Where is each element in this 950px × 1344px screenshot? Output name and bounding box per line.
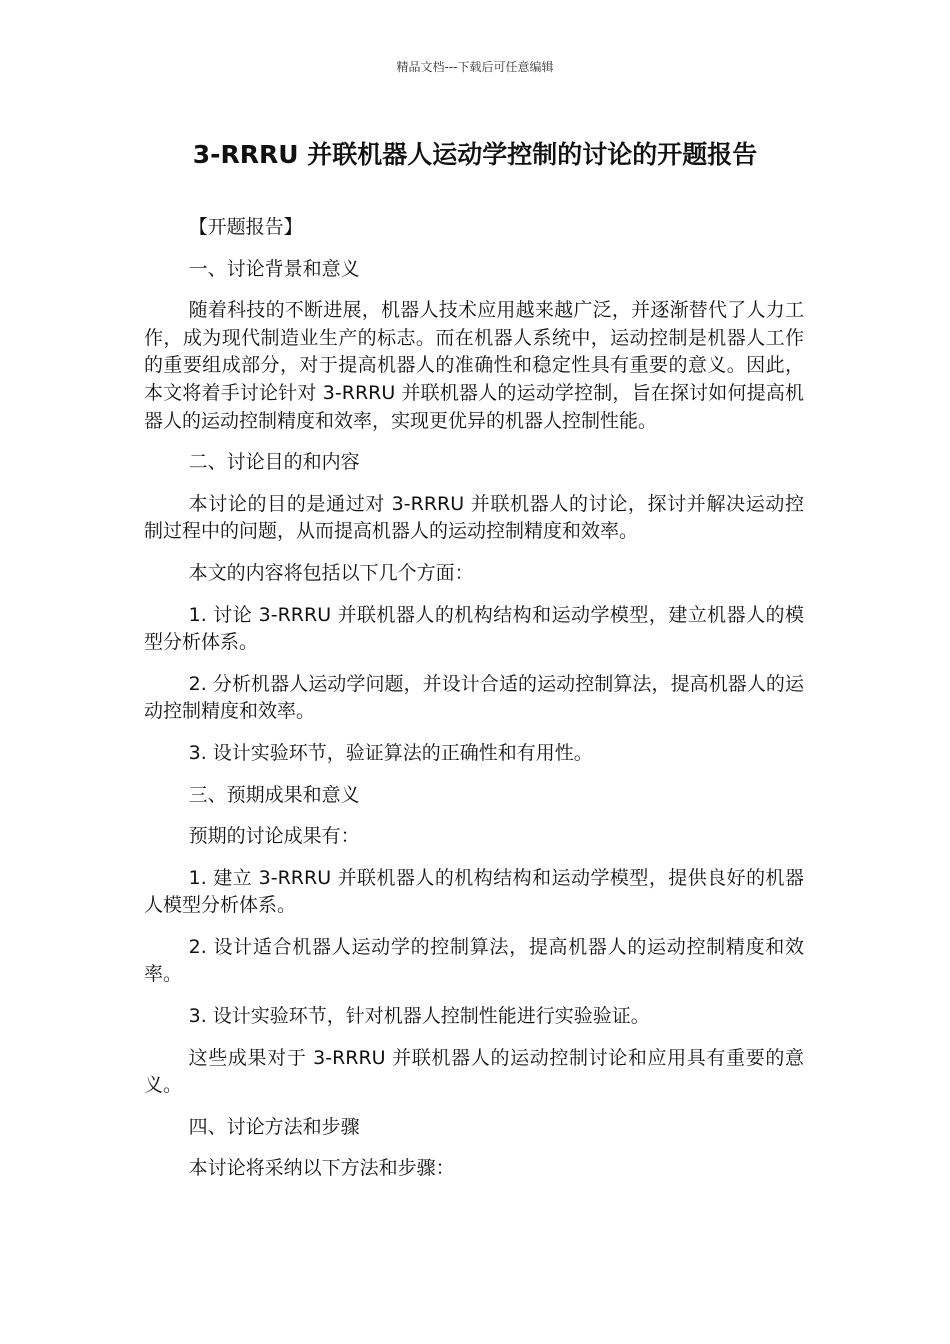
document-title: 3-RRRU 并联机器人运动学控制的讨论的开题报告 <box>192 140 758 169</box>
header-note: 精品文档---下载后可任意编辑 <box>396 60 554 74</box>
list-item-outcome-2: 2. 设计适合机器人运动学的控制算法，提高机器人的运动控制精度和效率。 <box>144 935 804 986</box>
section-heading-methods: 四、讨论方法和步骤 <box>188 1115 360 1138</box>
list-item-content-3: 3. 设计实验环节，验证算法的正确性和有用性。 <box>188 741 593 764</box>
document-body <box>144 214 804 1197</box>
section-heading-outcomes: 三、预期成果和意义 <box>188 783 360 806</box>
paragraph-background: 随着科技的不断进展，机器人技术应用越来越广泛，并逐渐替代了人力工作，成为现代制造业生产的标志。而在机器人系统中，运动控制是机器人工作的重要组成部分，对于提高机器人的准确性和稳定性具有重要的意义。因此，本文将着手讨论针对 3-RRRU 并联机器人的运动学控制，旨在探讨如何提高机器人的运动控制精度和效率，实现更优异的机器人控制性能。 <box>144 299 804 432</box>
paragraph-outcomes-intro: 预期的讨论成果有： <box>188 825 360 848</box>
section-label-report: 【开题报告】 <box>188 216 303 238</box>
section-heading-purpose: 二、讨论目的和内容 <box>188 451 360 474</box>
list-item-outcome-1: 1. 建立 3-RRRU 并联机器人的机构结构和运动学模型，提供良好的机器人模型分析体系。 <box>144 866 804 917</box>
list-item-content-1: 1. 讨论 3-RRRU 并联机器人的机构结构和运动学模型，建立机器人的模型分析体系。 <box>144 603 804 654</box>
section-heading-background: 一、讨论背景和意义 <box>188 257 360 280</box>
paragraph-purpose: 本讨论的目的是通过对 3-RRRU 并联机器人的讨论，探讨并解决运动控制过程中的问题，从而提高机器人的运动控制精度和效率。 <box>144 492 804 543</box>
list-item-content-2: 2. 分析机器人运动学问题，并设计合适的运动控制算法，提高机器人的运动控制精度和效率。 <box>144 672 804 723</box>
paragraph-significance: 这些成果对于 3-RRRU 并联机器人的运动控制讨论和应用具有重要的意义。 <box>144 1046 804 1097</box>
paragraph-methods-intro: 本讨论将采纳以下方法和步骤： <box>188 1157 455 1180</box>
list-item-outcome-3: 3. 设计实验环节，针对机器人控制性能进行实验验证。 <box>188 1005 650 1028</box>
paragraph-content-intro: 本文的内容将包括以下几个方面： <box>188 561 474 584</box>
